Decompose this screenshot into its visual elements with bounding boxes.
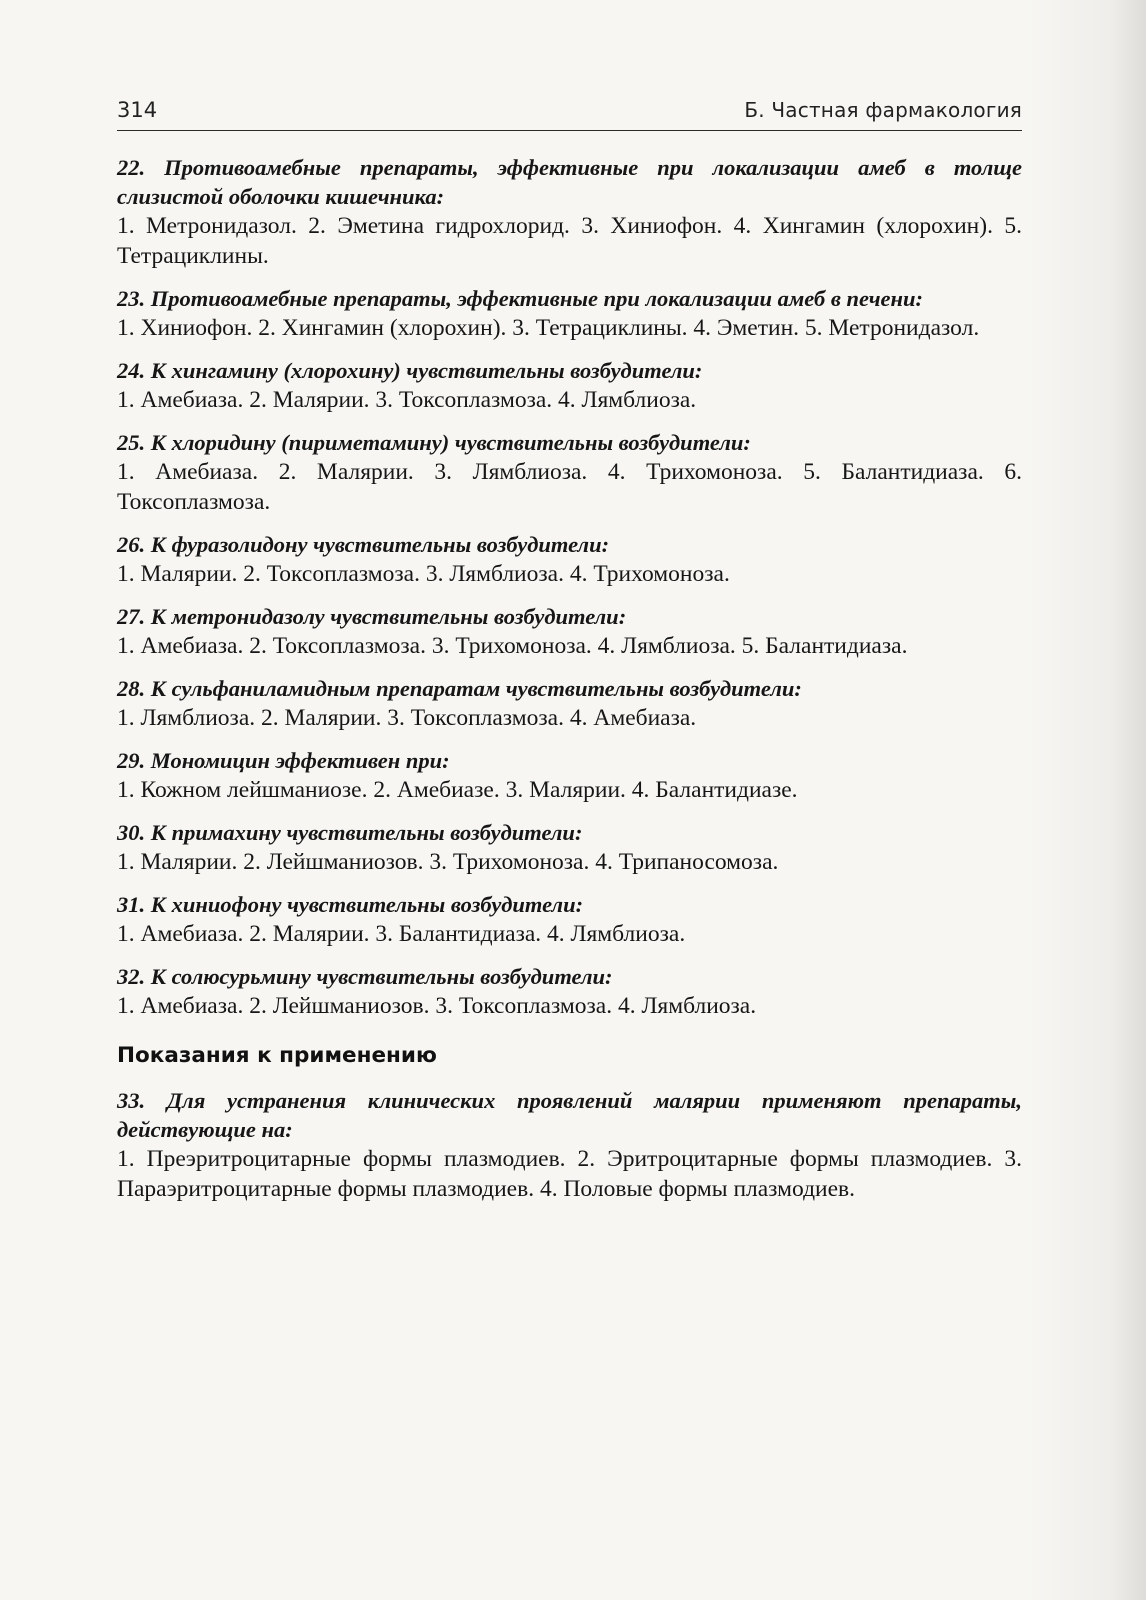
question-list-indications — [117, 1086, 1022, 1204]
question-title: 27. К метронидазолу чувствительны возбудители: — [117, 604, 627, 629]
question-22 — [117, 153, 1022, 271]
question-24 — [117, 356, 1022, 415]
question-answers: 1. Малярии. 2. Токсоплазмоза. 3. Лямблиоза. 4. Трихомоноза. — [117, 561, 730, 587]
running-title: Б. Частная фармакология — [744, 98, 1022, 122]
question-answers: 1. Амебиаза. 2. Малярии. 3. Балантидиаза. 4. Лямблиоза. — [117, 921, 686, 947]
question-25 — [117, 428, 1022, 517]
question-title: 24. К хингамину (хлорохину) чувствительны возбудители: — [117, 358, 703, 383]
question-answers: 1. Преэритроцитарные формы плазмодиев. 2. Эритроцитарные формы плазмодиев. 3. Параэритроцитарные формы плазмодиев. 4. Половые формы плазмодиев. — [117, 1146, 1022, 1202]
question-title: 22. Противоамебные препараты, эффективные при локализации амеб в толще слизистой оболочки кишечника: — [117, 155, 1022, 209]
question-answers: 1. Амебиаза. 2. Лейшманиозов. 3. Токсоплазмоза. 4. Лямблиоза. — [117, 993, 757, 1019]
question-answers: 1. Амебиаза. 2. Токсоплазмоза. 3. Трихомоноза. 4. Лямблиоза. 5. Балантидиаза. — [117, 633, 908, 659]
page-edge-shadow — [1026, 0, 1146, 1600]
question-answers: 1. Метронидазол. 2. Эметина гидрохлорид. 3. Хиниофон. 4. Хингамин (хлорохин). 5. Тетрациклины. — [117, 213, 1022, 269]
question-30 — [117, 818, 1022, 877]
question-title: 26. К фуразолидону чувствительны возбудители: — [117, 532, 610, 557]
question-26 — [117, 530, 1022, 589]
question-title: 25. К хлоридину (пириметамину) чувствительны возбудители: — [117, 430, 751, 455]
question-answers: 1. Амебиаза. 2. Малярии. 3. Токсоплазмоза. 4. Лямблиоза. — [117, 387, 697, 413]
question-31 — [117, 890, 1022, 949]
question-29 — [117, 746, 1022, 805]
question-title: 29. Мономицин эффективен при: — [117, 748, 450, 773]
section-heading: Показания к применению — [117, 1043, 437, 1068]
question-answers: 1. Хиниофон. 2. Хингамин (хлорохин). 3. Тетрациклины. 4. Эметин. 5. Метронидазол. — [117, 315, 980, 341]
question-list — [117, 153, 1022, 1021]
question-answers: 1. Амебиаза. 2. Малярии. 3. Лямблиоза. 4. Трихомоноза. 5. Балантидиаза. 6. Токсоплазмоза. — [117, 459, 1022, 515]
question-title: 32. К солюсурьмину чувствительны возбудители: — [117, 964, 613, 989]
question-answers: 1. Лямблиоза. 2. Малярии. 3. Токсоплазмоза. 4. Амебиаза. — [117, 705, 697, 731]
question-answers: 1. Малярии. 2. Лейшманиозов. 3. Трихомоноза. 4. Трипаносомоза. — [117, 849, 779, 875]
running-head — [117, 98, 1022, 131]
question-answers: 1. Кожном лейшманиозе. 2. Амебиазе. 3. Малярии. 4. Балантидиазе. — [117, 777, 798, 803]
question-title: 23. Противоамебные препараты, эффективные при локализации амеб в печени: — [117, 286, 924, 311]
page-number: 314 — [117, 98, 158, 122]
question-27 — [117, 602, 1022, 661]
question-title: 31. К хиниофону чувствительны возбудители: — [117, 892, 584, 917]
question-23 — [117, 284, 1022, 343]
question-title: 30. К примахину чувствительны возбудители: — [117, 820, 583, 845]
question-33 — [117, 1086, 1022, 1204]
book-page — [117, 98, 1022, 1217]
question-32 — [117, 962, 1022, 1021]
question-28 — [117, 674, 1022, 733]
question-title: 28. К сульфаниламидным препаратам чувствительны возбудители: — [117, 676, 802, 701]
question-title: 33. Для устранения клинических проявлений малярии применяют препараты, действующие на: — [117, 1088, 1022, 1142]
